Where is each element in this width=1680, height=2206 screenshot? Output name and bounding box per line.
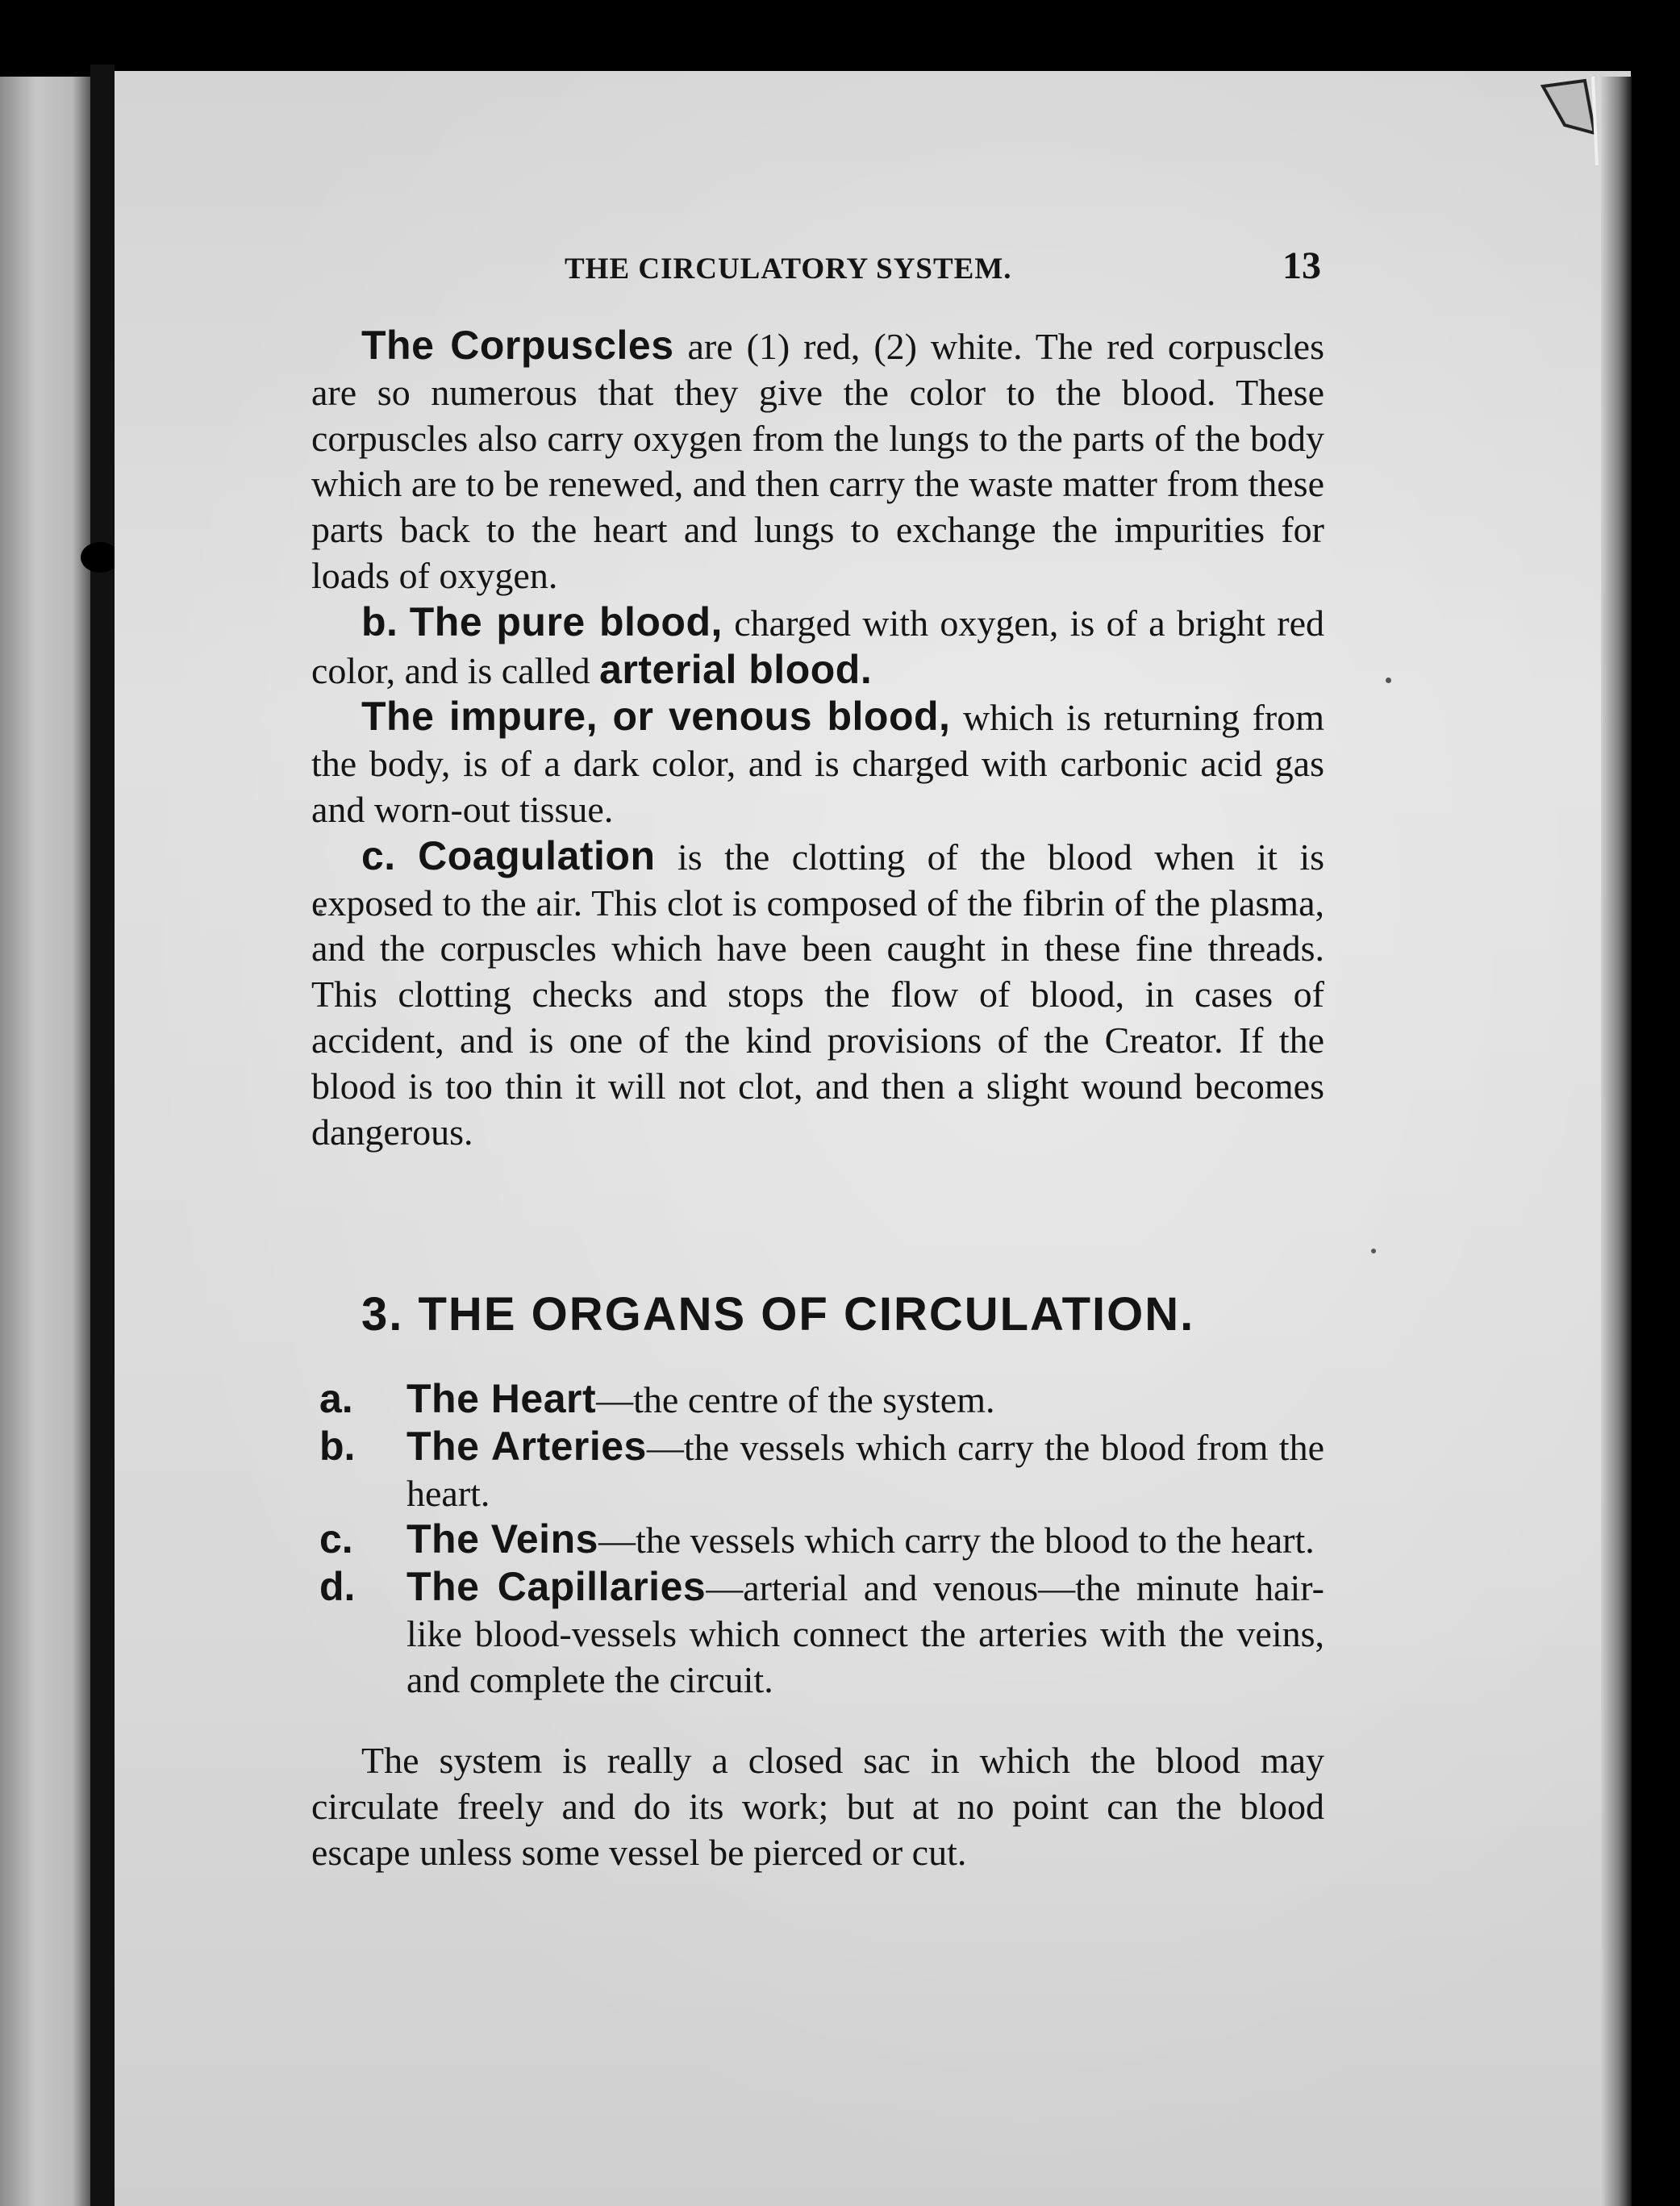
- closing-section: [311, 1738, 1324, 1875]
- pure-blood-text: charged with oxygen, is of a bright red color, and is called: [311, 602, 1324, 691]
- list-item-term: The Arteries: [406, 1423, 647, 1469]
- page-number: 13: [1282, 244, 1321, 287]
- coagulation-paragraph: [311, 833, 1324, 1156]
- list-item-letter: a.: [319, 1376, 353, 1421]
- paper-speck: [1371, 1249, 1376, 1253]
- list-item: [311, 1516, 1324, 1564]
- impure-blood-text: which is returning from the body, is of a dark color, and is charged with carbonic acid gas and worn-out tissue.: [311, 697, 1324, 830]
- running-head: THE CIRCULATORY SYSTEM.: [565, 252, 1012, 286]
- page-right-edge: [1601, 77, 1632, 2206]
- impure-blood-paragraph: [311, 694, 1324, 832]
- list-item-description: —the vessels which carry the blood to the heart.: [598, 1520, 1315, 1562]
- list-item-description: —arterial and venous—the minute hair-like blood-vessels which connect the arteries with the veins, and complete the circuit.: [406, 1567, 1324, 1700]
- book-binding: [90, 65, 115, 2206]
- list-item: [311, 1564, 1324, 1703]
- coagulation-heading: Coagulation: [418, 832, 656, 878]
- impure-blood-heading: The impure, or venous blood,: [361, 694, 951, 740]
- section-number: 3.: [361, 1288, 404, 1341]
- list-item-term: The Heart: [406, 1376, 597, 1421]
- list-item: [311, 1424, 1324, 1517]
- pure-blood-label: b.: [361, 598, 398, 644]
- folded-corner: [1536, 77, 1613, 169]
- pure-blood-paragraph: [311, 599, 1324, 694]
- blood-section: [311, 323, 1324, 1155]
- coagulation-label: c.: [361, 832, 396, 878]
- list-item-term: The Capillaries: [406, 1564, 707, 1610]
- scan-border: [1632, 0, 1680, 2206]
- corpuscles-text: are (1) red, (2) white. The red corpuscles are so numerous that they give the color to the blood. These corpuscles also carry oxygen from the lungs to the parts of the body which are to be renewed, and then carry the waste matter from these parts back to the heart and lungs to exchange the impurities for loads of oxygen.: [311, 326, 1324, 596]
- pure-blood-heading: The pure blood,: [409, 598, 723, 644]
- section-heading: [361, 1287, 1194, 1341]
- list-item-description: —the centre of the system.: [596, 1379, 995, 1420]
- arterial-blood-term: arterial blood.: [599, 646, 873, 692]
- list-item: [311, 1376, 1324, 1424]
- list-item-letter: c.: [319, 1516, 353, 1562]
- corpuscles-heading: The Corpuscles: [361, 323, 674, 368]
- list-item-term: The Veins: [406, 1516, 598, 1562]
- organs-list: [311, 1376, 1324, 1703]
- corpuscles-paragraph: [311, 323, 1324, 599]
- closing-paragraph: The system is really a closed sac in which the blood may circulate freely and do its work; but at no point can the blood escape unless some vessel be pierced or cut.: [311, 1740, 1324, 1873]
- list-item-description: —the vessels which carry the blood from the heart.: [406, 1426, 1325, 1514]
- facing-page-edge: [0, 77, 90, 2206]
- paper-speck: [1386, 678, 1391, 683]
- list-item-letter: d.: [319, 1564, 356, 1610]
- list-item-letter: b.: [319, 1423, 356, 1469]
- binding-notch: [81, 542, 119, 573]
- section-title: THE ORGANS OF CIRCULATION.: [418, 1288, 1195, 1341]
- coagulation-text: is the clotting of the blood when it is exposed to the air. This clot is composed of the fibrin of the plasma, and the corpuscles which have been caught in these fine threads. This clotting checks and stops the flow of blood, in cases of accident, and is one of the kind provisions of the Creator. If the blood is too thin it will not clot, and then a slight wound becomes dangerous.: [311, 836, 1325, 1153]
